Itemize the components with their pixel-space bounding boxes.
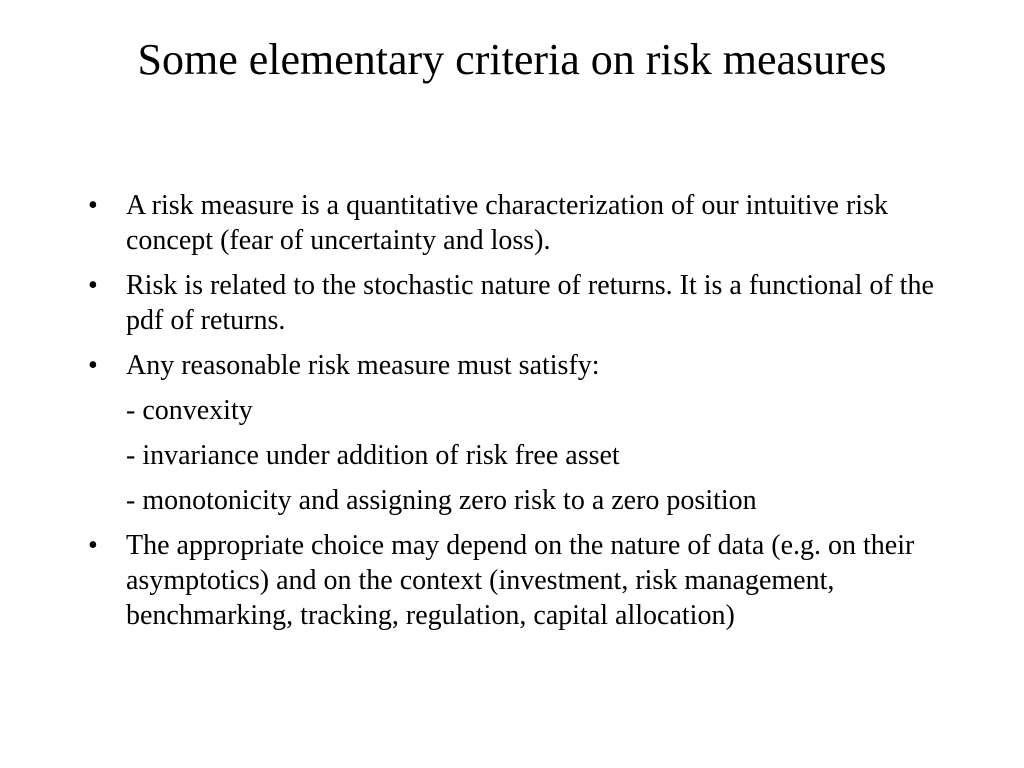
list-item: • Any reasonable risk measure must satisfy: [84,348,964,383]
list-item: • A risk measure is a quantitative characterization of our intuitive risk concept (fear of uncertainty and loss). [84,188,964,258]
list-item: • Risk is related to the stochastic nature of returns. It is a functional of the pdf of returns. [84,268,964,338]
sub-item: - convexity [126,395,253,426]
slide-title: Some elementary criteria on risk measures [137,35,887,84]
sub-item: - invariance under addition of risk free asset [126,440,620,471]
sub-item: - monotonicity and assigning zero risk to a zero position [126,485,757,516]
list-item: • The appropriate choice may depend on the nature of data (e.g. on their asymptotics) and on the context (investment, risk management, benchmarking, tracking, regulation, capital allocation) [84,528,964,633]
bullet-list [84,188,964,643]
